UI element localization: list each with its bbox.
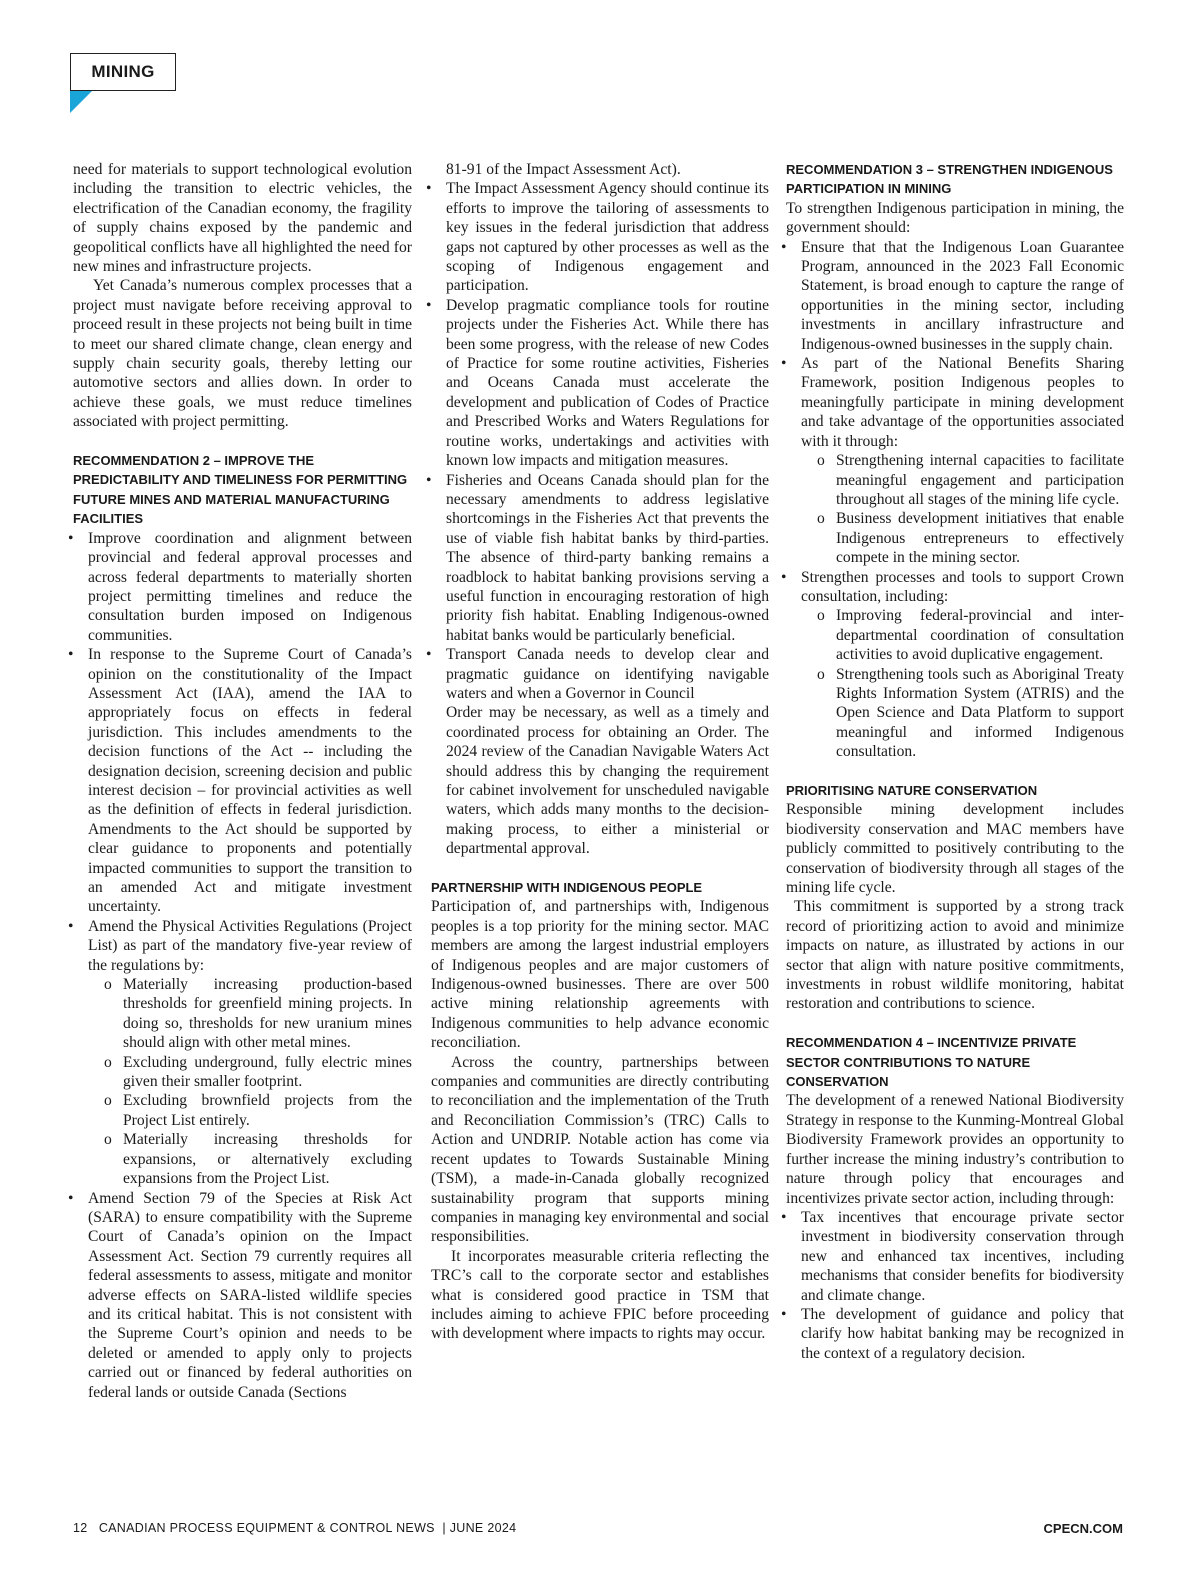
list-item: [73, 917, 412, 1189]
publication-name: CANADIAN PROCESS EQUIPMENT & CONTROL NEWS: [98, 1521, 435, 1535]
issue-date: JUNE 2024: [449, 1521, 517, 1535]
list-item: • The Impact Assessment Agency should continue its efforts to improve the tailoring of assessments to key issues in the federal jurisdiction that address gaps not captured by other processes as well as the scoping of Indigenous engagement and participation.: [431, 179, 769, 295]
bullet-list: [786, 1208, 1124, 1363]
section-heading: RECOMMENDATION 3 – STRENGTHEN INDIGENOUS PARTICIPATION IN MINING: [786, 162, 1113, 197]
sub-list-item: o Improving federal-provincial and inter-departmental coordination of consultation activities to avoid duplicative engagement.: [817, 606, 1124, 664]
website-link[interactable]: CPECN.COM: [1043, 1521, 1123, 1536]
list-item: • Ensure that that the Indigenous Loan Guarantee Program, announced in the 2023 Fall Economic Statement, is broad enough to capture the range of opportunities in the mining sector, including investments in ancillary infrastructure and Indigenous-owned businesses in the supply chain.: [786, 238, 1124, 354]
list-item-text: Order may be necessary, as well as a timely and coordinated process for obtaining an Order. The 2024 review of the Canadian Navigable Waters Act should address this by changing the requirement for cabinet involvement for unscheduled navigable waters, which adds many months to the decision-making process, to either a ministerial or departmental approval.: [446, 704, 769, 858]
list-item-text: As part of the National Benefits Sharing Framework, position Indigenous peoples to meaningfully participate in mining development and take advantage of the opportunities associated with it through:: [801, 355, 1124, 450]
section-tag: MINING: [70, 53, 176, 91]
paragraph: Across the country, partnerships between companies and communities are directly contributing to reconciliation and the implementation of the Truth and Reconciliation Commission’s (TRC) Calls to Action and UNDRIP. Notable action has come via recent updates to Towards Sustainable Mining (TSM), a made-in-Canada globally recognized sustainability program that supports mining companies in managing key environmental and social responsibilities.: [431, 1053, 769, 1246]
footer-separator: |: [442, 1521, 446, 1535]
list-item: [431, 645, 769, 858]
column-1: [73, 160, 412, 1402]
sub-list-item: o Strengthening tools such as Aboriginal Treaty Rights Information System (ATRIS) and the Open Science and Data Platform to support meaningful and informed Indigenous consultation.: [817, 665, 1124, 762]
list-item-text: Amend the Physical Activities Regulations (Project List) as part of the mandatory five-year review of the regulations by:: [88, 917, 412, 974]
list-item: • Improve coordination and alignment between provincial and federal approval processes and across federal departments to materially shorten project permitting timelines and reduce the consultation burden imposed on Indigenous communities.: [73, 529, 412, 645]
section-heading: PARTNERSHIP WITH INDIGENOUS PEOPLE: [431, 880, 703, 896]
sub-list-item: o Excluding brownfield projects from the Project List entirely.: [104, 1091, 412, 1130]
bullet-list: [431, 179, 769, 858]
paragraph: need for materials to support technological evolution including the transition to electric vehicles, the electrification of the Canadian economy, the fragility of supply chains exposed by the pandemic and geopolitical conflicts have all highlighted the need for new mines and infrastructure projects.: [73, 161, 412, 276]
list-item: [786, 354, 1124, 567]
list-item: • Tax incentives that encourage private sector investment in biodiversity conservation through new and enhanced tax incentives, including mechanisms that consider benefits for biodiversity and climate change.: [786, 1208, 1124, 1305]
list-item: [786, 568, 1124, 762]
column-3: [786, 160, 1124, 1363]
page-footer: [73, 1521, 516, 1535]
sub-list-item: o Materially increasing production-based thresholds for greenfield mining projects. In doing so, thresholds for new uranium mines should align with other metal mines.: [104, 975, 412, 1053]
bullet-list: [786, 238, 1124, 762]
bullet-list: [73, 529, 412, 1402]
list-item: • In response to the Supreme Court of Canada’s opinion on the constitutionality of the Impact Assessment Act (IAA), amend the IAA to appropriately focus on effects in federal jurisdiction. This includes amendments to the decision functions of the Act -- including the designation decision, screening decision and public interest decision – for provincial activities as well as the definition of effects in federal jurisdiction. Amendments to the Act should be supported by clear guidance to proponents and potentially impacted communities to support the transition to an amended Act and mitigate investment uncertainty.: [73, 645, 412, 917]
sub-list-item: o Excluding underground, fully electric mines given their smaller footprint.: [104, 1053, 412, 1092]
section-heading: RECOMMENDATION 4 – INCENTIVIZE PRIVATE SECTOR CONTRIBUTIONS TO NATURE CONSERVATION: [786, 1035, 1077, 1090]
section-heading: PRIORITISING NATURE CONSERVATION: [786, 782, 1038, 798]
sub-list-item: o Materially increasing thresholds for expansions, or alternatively excluding expansions from the Project List.: [104, 1130, 412, 1188]
sub-list: [817, 451, 1124, 567]
list-item: • The development of guidance and policy that clarify how habitat banking may be recognized in the context of a regulatory decision.: [786, 1305, 1124, 1363]
sub-list-item: o Strengthening internal capacities to facilitate meaningful engagement and participation throughout all stages of the mining life cycle.: [817, 451, 1124, 509]
paragraph: Participation of, and partnerships with, Indigenous peoples is a top priority for the mining sector. MAC members are among the largest industrial employers of Indigenous peoples and are major customers of Indigenous-owned businesses. There are over 500 active mining relationship agreements with Indigenous communities to help advance economic reconciliation.: [431, 898, 769, 1052]
paragraph: Yet Canada’s numerous complex processes that a project must navigate before receiving approval to proceed result in these projects not being built in time to meet our shared climate change, clean energy and supply chain security goals, thereby letting our automotive sectors and allies down. In order to achieve these goals, we must reduce timelines associated with project permitting.: [73, 277, 412, 431]
sub-list: [817, 606, 1124, 761]
column-2: [431, 160, 769, 1344]
page-number: 12: [73, 1521, 88, 1535]
paragraph: Responsible mining development includes biodiversity conservation and MAC members have publicly committed to positively contributing to the conservation of biodiversity through all stages of the mining life cycle.: [786, 801, 1124, 897]
list-item: • Amend Section 79 of the Species at Risk Act (SARA) to ensure compatibility with the Supreme Court of Canada’s opinion on the Impact Assessment Act. Section 79 currently requires all federal assessments to assess, mitigate and monitor adverse effects on SARA-listed wildlife species and its critical habitat. This is not consistent with the Supreme Court’s opinion and needs to be deleted or amended to apply only to projects carried out or financed by federal authorities on federal lands or outside Canada (Sections: [73, 1189, 412, 1402]
section-heading: RECOMMENDATION 2 – IMPROVE THE PREDICTABILITY AND TIMELINESS FOR PERMITTING FUTURE MINES AND MATERIAL MANUFACTURING FACILITIES: [73, 453, 408, 527]
sub-list-item: o Business development initiatives that enable Indigenous entrepreneurs to effectively compete in the mining sector.: [817, 509, 1124, 567]
paragraph: This commitment is supported by a strong track record of prioritizing action to avoid and minimize impacts on nature, as illustrated by actions in our sector that align with nature positive commitments, investments in robust wildlife monitoring, habitat restoration and contributions to science.: [786, 898, 1124, 1013]
sub-list: [104, 975, 412, 1188]
list-item: • Develop pragmatic compliance tools for routine projects under the Fisheries Act. While there has been some progress, with the release of new Codes of Practice for some routine activities, Fisheries and Oceans Canada must accelerate the development and publication of Codes of Practice and Prescribed Works and Waters Regulations for routine works, undertakings and activities with known low impacts and mitigation measures.: [431, 296, 769, 471]
paragraph: To strengthen Indigenous participation in mining, the government should:: [786, 199, 1124, 237]
list-item: • Fisheries and Oceans Canada should plan for the necessary amendments to address legislative shortcomings in the Fisheries Act that prevents the use of viable fish habitat banks by third-parties. The absence of third-party banking remains a roadblock to habitat banking provisions serving a useful function in encouraging restoration of high priority fish habitat. Enabling Indigenous-owned habitat banks would be particularly beneficial.: [431, 471, 769, 646]
list-continuation: 81-91 of the Impact Assessment Act).: [446, 161, 681, 178]
list-item-text: • Transport Canada needs to develop clear and pragmatic guidance on identifying navigable waters and when a Governor in Council: [446, 646, 769, 702]
section-tag-accent: [70, 91, 92, 113]
paragraph: The development of a renewed National Biodiversity Strategy in response to the Kunming-Montreal Global Biodiversity Framework provides an opportunity to further increase the mining industry’s contribution to nature through policy that encourages and incentivizes private sector action, including through:: [786, 1092, 1124, 1207]
paragraph: It incorporates measurable criteria reflecting the TRC’s call to the corporate sector and establishes what is considered good practice in TSM that includes aiming to achieve FPIC before proceeding with development where impacts to rights may occur.: [431, 1247, 769, 1343]
list-item-text: Strengthen processes and tools to support Crown consultation, including:: [801, 568, 1124, 605]
